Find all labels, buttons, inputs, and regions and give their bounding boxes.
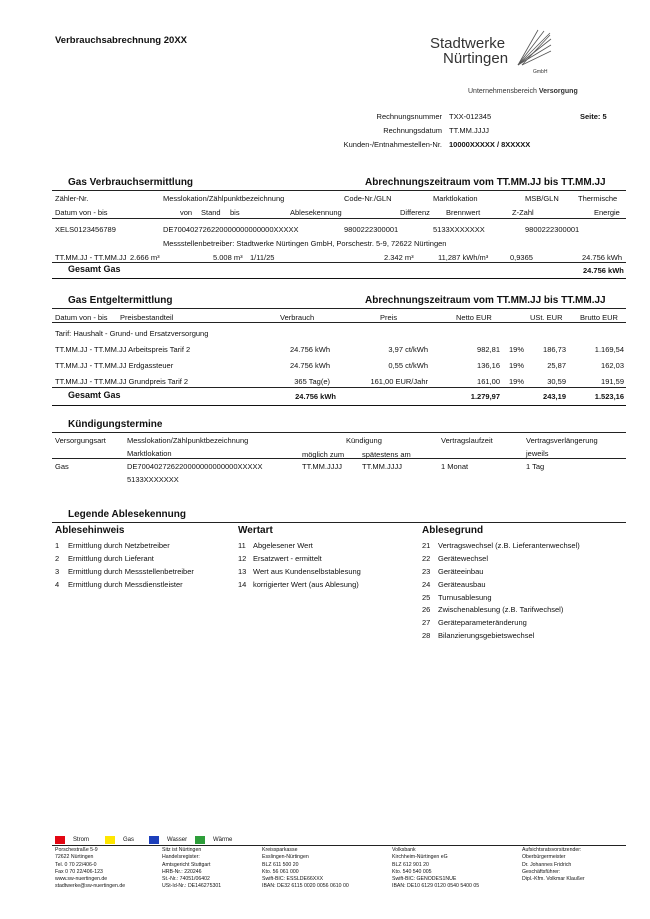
customer-number: 10000XXXXX / 8XXXXX [449,140,531,149]
utility-label: Strom [73,837,90,843]
logo-line2: Nürtingen [443,50,509,67]
legend-item: 28 Bilanzierungsgebietswechsel [422,631,535,641]
col-ext: Vertragsverlängerung [526,436,598,445]
footer-address: Porschestraße 5-9 72622 Nürtingen Tel. 0 70 22/406-0 Fax 0 70 22/406-123 www.sw-nuertingen.de stadtwerke@sw-nuertingen.de [55,847,126,890]
legend-item: 23 Geräteeinbau [422,566,484,576]
divider [52,278,626,279]
charge-gross: 191,59 [601,377,624,386]
utility-label: Wasser [167,837,188,843]
col-gross: Brutto EUR [580,313,618,322]
footer-registry: Sitz ist Nürtingen Handelsregister: Amtsgericht Stuttgart HRB-Nr.: 220246 St.-Nr.: 74051/06402 USt-Id-Nr.: DE146275301 [162,847,222,890]
col-type: Versorgungsart [55,436,106,445]
legend-col2 [238,539,361,591]
reading-date: TT.MM.JJ - TT.MM.JJ [55,253,127,262]
document-title: Verbrauchsabrechnung 20XX [55,35,187,46]
col-date: Datum von - bis [55,208,108,217]
invoice-date: TT.MM.JJJJ [449,126,489,135]
col-brennwert: Brennwert [446,208,481,217]
col-reading: Ablesekennung [290,208,342,217]
charge-usage: 365 Tag(e) [294,377,330,386]
divider [52,218,626,219]
charges-total-label: Gesamt Gas [68,390,121,400]
col-code: Code-Nr./GLN [344,194,392,203]
divider [52,308,626,309]
termination-possible: TT.MM.JJJJ [302,462,342,471]
col-item: Preisbestandteil [120,313,174,322]
meter-number: XELS0123456789 [55,225,116,234]
col-latest: spätestens am [362,450,411,459]
legend-title: Legende Ablesekennung [68,509,186,520]
legend-item: 25 Turnusablesung [422,592,492,602]
charge-pct: 19% [509,345,525,354]
col-vat: USt. EUR [530,313,563,322]
termination-latest: TT.MM.JJJJ [362,462,402,471]
divider [52,405,626,406]
col-location: Messlokation/Zählpunktbezeichnung [127,436,249,445]
consumption-total-label: Gesamt Gas [68,264,121,274]
charges-total-usage: 24.756 kWh [295,392,336,401]
col-net: Netto EUR [456,313,492,322]
legend-item: 3 Ermittlung durch Messstellenbetreiber [55,566,194,576]
charges-title: Gas Entgeltermittlung [68,295,173,306]
col-meter: Zähler-Nr. [55,194,89,203]
charge-net: 161,00 [477,377,500,386]
invoice-number: TXX-012345 [449,112,492,121]
col-thermal: Thermische [578,194,618,203]
legend-item: 22 Gerätewechsel [422,553,489,563]
col-notice: Kündigung [346,436,382,445]
legend-item: 27 Geräteparameteränderung [422,618,527,628]
divider [52,262,626,263]
col-stand: Stand [201,208,221,217]
tariff-label: Tarif: Haushalt - Grund- und Ersatzversorgung [55,329,209,338]
footer-bank2: Volksbank Kirchheim-Nürtingen eG BLZ 612 901 20 Kto. 540 540 005 Swift-BIC: GENODES1NUE IBAN: DE10 6129 0120 0540 5400 05 [392,847,480,890]
charge-label: TT.MM.JJ - TT.MM.JJ Grundpreis Tarif 2 [55,377,189,386]
charge-price: 161,00 EUR/Jahr [370,377,428,386]
utility-label: Gas [123,837,135,843]
gas-color-swatch [105,836,115,844]
termination-ext: 1 Tag [526,462,545,471]
col-market: Marktlokation [433,194,478,203]
charge-gross: 162,03 [601,361,624,370]
invoice-date-label: Rechnungsdatum [383,126,442,135]
col-market: Marktlokation [127,449,172,458]
charge-usage: 24.756 kWh [289,345,330,354]
divider [52,322,626,323]
reading-from: 2.666 m³ [130,253,160,262]
legend-col1-title: Ablesehinweis [55,525,125,536]
legend-item: 12 Ersatzwert - ermittelt [238,553,322,563]
invoice-number-label: Rechnungsnummer [376,112,442,121]
legend-item: 24 Geräteausbau [422,579,486,589]
utility-color-legend [55,836,232,844]
charges-total-gross: 1.523,16 [594,392,624,401]
reading-code: 1/11/25 [250,253,275,262]
col-price: Preis [380,313,398,322]
col-from: von [180,208,193,217]
divider [52,387,626,388]
col-term: Vertragslaufzeit [441,436,493,445]
col-z: Z-Zahl [512,208,534,217]
charge-vat: 186,73 [543,345,566,354]
charge-vat: 30,59 [547,377,566,386]
consumption-period: Abrechnungszeitraum vom TT.MM.JJ bis TT.MM.JJ [365,177,606,188]
divider [52,190,626,191]
reading-z: 0,9365 [510,253,533,262]
legend-col2-title: Wertart [238,525,273,536]
charge-pct: 19% [509,361,525,370]
strom-color-swatch [55,836,65,844]
legend-item: 4 Ermittlung durch Messdienstleister [55,579,183,589]
consumption-title: Gas Verbrauchsermittlung [68,177,194,188]
logo-line1: Stadtwerke [430,35,506,52]
reading-diff: 2.342 m³ [384,253,414,262]
termination-term: 1 Monat [441,462,469,471]
legend-item: 11 Abgelesener Wert [238,540,313,550]
legend-item: 2 Ermittlung durch Lieferant [55,553,154,563]
logo-rays-icon [514,29,552,67]
legend-item: 1 Ermittlung durch Netzbetreiber [55,540,170,550]
legend-item: 26 Zwischenablesung (z.B. Tarifwechsel) [422,605,564,615]
charge-usage: 24.756 kWh [289,361,330,370]
divider [52,845,626,846]
col-usage: Verbrauch [280,313,315,322]
col-ext2: jeweils [526,449,549,458]
waerme-color-swatch [195,836,205,844]
divider [52,458,626,459]
legend-item: 13 Wert aus Kundenselbstablesung [238,566,361,576]
logo-unit: Unternehmensbereich Versorgung [468,88,578,95]
charges-total-vat: 243,19 [543,392,566,401]
termination-type: Gas [55,462,69,471]
charge-label: TT.MM.JJ - TT.MM.JJ Arbeitspreis Tarif 2 [55,345,191,354]
legend-col3 [422,539,580,642]
wasser-color-swatch [149,836,159,844]
msb-gln: 9800222300001 [525,225,580,234]
market-location: 5133XXXXXXX [433,225,485,234]
code-number: 9800222300001 [344,225,399,234]
legend-item: 14 korrigierter Wert (aus Ablesung) [238,579,359,589]
charge-net: 982,81 [477,345,500,354]
charge-label: TT.MM.JJ - TT.MM.JJ Erdgassteuer [55,361,174,370]
footer-management: Aufsichtsratsvorsitzender: Oberbürgermeister Dr. Johannes Fridrich Geschäftsführer: Dipl.-Kfm. Volkmar Klaußer [522,847,585,883]
legend-col3-title: Ablesegrund [422,525,484,536]
charge-price: 3,97 ct/kWh [388,345,428,354]
col-location: Messlokation/Zählpunktbezeichnung [163,194,285,203]
col-possible: möglich zum [302,450,345,459]
legend-item: 21 Vertragswechsel (z.B. Lieferantenwechsel) [422,540,580,550]
charge-vat: 25,87 [547,361,566,370]
col-msb: MSB/GLN [525,194,559,203]
col-energy: Energie [594,208,620,217]
legend-col1 [55,539,194,591]
location-id: DE700402726220000000000000XXXXX [163,225,299,234]
charge-gross: 1.169,54 [594,345,624,354]
charge-price: 0,55 ct/kWh [388,361,428,370]
termination-title: Kündigungstermine [68,419,163,430]
reading-energy: 24.756 kWh [582,253,623,262]
termination-market: 5133XXXXXXX [127,475,179,484]
meter-operator: Messstellenbetreiber: Stadtwerke Nürtingen GmbH, Porschestr. 5-9, 72622 Nürtingen [163,239,447,248]
utility-label: Wärme [213,837,233,843]
divider [52,432,626,433]
logo-gmbh: GmbH [533,69,548,75]
col-bis: bis [230,208,240,217]
reading-to: 5.008 m³ [213,253,243,262]
charges-total-net: 1.279,97 [470,392,500,401]
col-diff: Differenz [400,208,430,217]
col-date: Datum von - bis [55,313,108,322]
charge-pct: 19% [509,377,525,386]
divider [52,522,626,523]
reading-brennwert: 11,287 kWh/m³ [438,253,489,262]
customer-label: Kunden-/Entnahmestellen-Nr. [343,140,442,149]
charges-period: Abrechnungszeitraum vom TT.MM.JJ bis TT.MM.JJ [365,295,606,306]
charge-net: 136,16 [477,361,500,370]
consumption-total: 24.756 kWh [583,266,624,275]
termination-location: DE700402726220000000000000XXXXX [127,462,263,471]
footer-bank1: Kreissparkasse Esslingen-Nürtingen BLZ 611 500 20 Kto. 56 061 000 Swift-BIC: ESSLDE66XXX IBAN: DE32 6115 0020 0056 0610 00 [262,847,349,890]
page-number: Seite: 5 [580,112,607,121]
